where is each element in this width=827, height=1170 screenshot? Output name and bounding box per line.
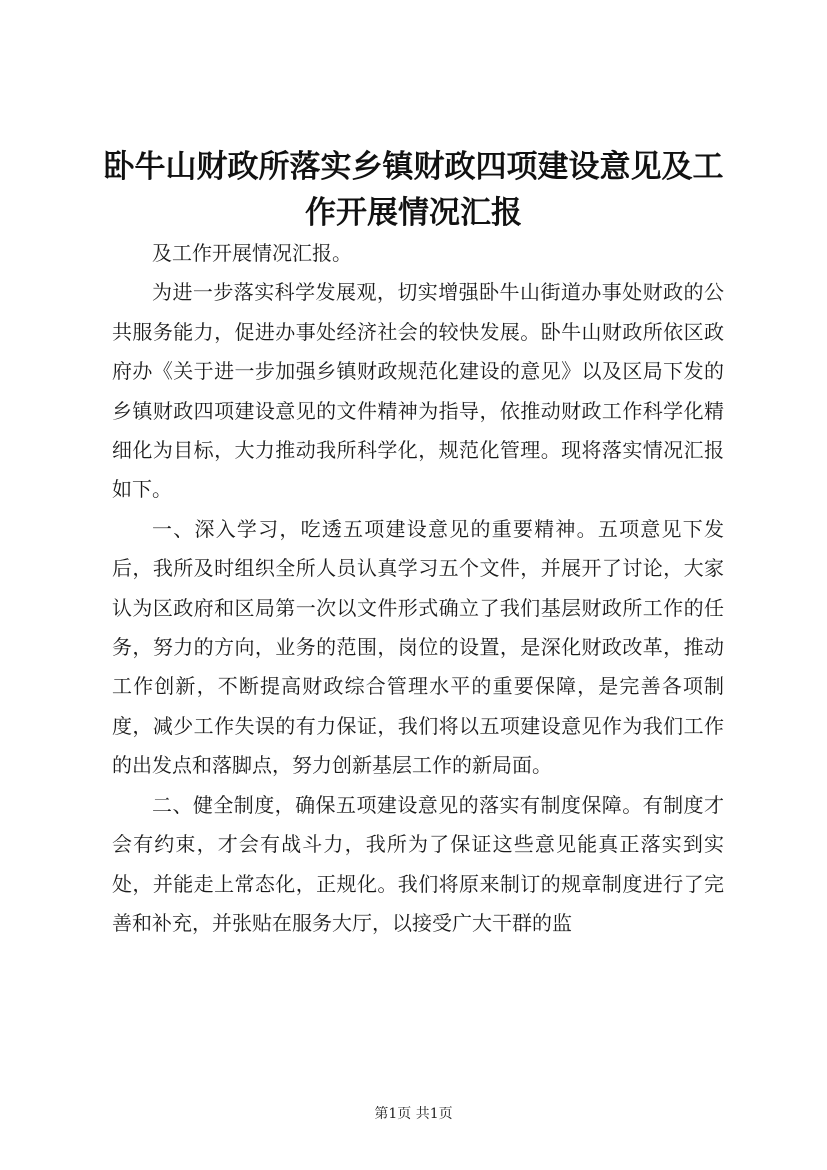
document-body xyxy=(112,234,724,943)
paragraph-section-one: 一、深入学习，吃透五项建设意见的重要精神。五项意见下发后，我所及时组织全所人员认真学习五个文件，并展开了讨论，大家认为区政府和区局第一次以文件形式确立了我们基层财政所工作的任务，努力的方向，业务的范围，岗位的设置，是深化财政改革，推动工作创新，不断提高财政综合管理水平的重要保障，是完善各项制度，减少工作失误的有力保证，我们将以五项建设意见作为我们工作的出发点和落脚点，努力创新基层工作的新局面。 xyxy=(112,516,724,778)
document-title: 卧牛山财政所落实乡镇财政四项建设意见及工作开展情况汇报 xyxy=(103,149,724,231)
paragraph-section-two: 二、健全制度，确保五项建设意见的落实有制度保障。有制度才会有约束，才会有战斗力，我所为了保证这些意见能真正落实到实处，并能走上常态化，正规化。我们将原来制订的规章制度进行了完善和补充，并张贴在服务大厅，以接受广大干群的监 xyxy=(112,792,724,935)
paragraph-intro: 及工作开展情况汇报。 xyxy=(152,241,352,265)
paragraph-background: 为进一步落实科学发展观，切实增强卧牛山街道办事处财政的公共服务能力，促进办事处经济社会的较快发展。卧牛山财政所依区政府办《关于进一步加强乡镇财政规范化建设的意见》以及区局下发的乡镇财政四项建设意见的文件精神为指导，依推动财政工作科学化精细化为目标，大力推动我所科学化，规范化管理。现将落实情况汇报如下。 xyxy=(112,280,724,502)
page-footer: 第1页 共1页 xyxy=(374,1106,453,1122)
